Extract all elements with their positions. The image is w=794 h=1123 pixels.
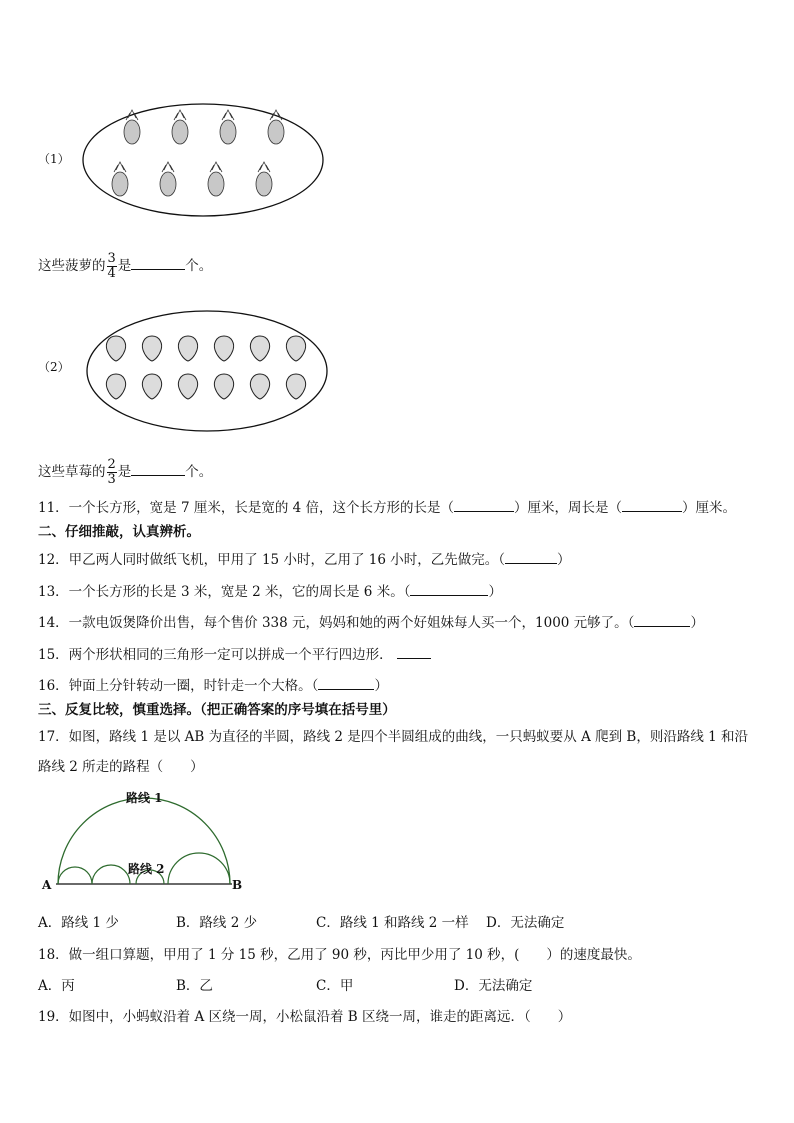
question-17-line-1: 17．如图，路线 1 是以 AB 为直径的半圆，路线 2 是四个半圆组成的曲线，一只蚂蚁要从 A 爬到 B，则沿路线 1 和沿 <box>38 729 748 745</box>
answer-blank[interactable] <box>318 675 374 690</box>
question-12: 12．甲乙两人同时做纸飞机，甲用了 15 小时，乙用了 16 小时，乙先做完。（ ） <box>38 549 570 570</box>
pineapple-icon <box>220 110 236 144</box>
answer-blank[interactable] <box>410 581 488 596</box>
q18-option-b[interactable]: B．乙 <box>176 978 213 994</box>
figure-2-label: （2） <box>38 360 70 374</box>
question-16: 16．钟面上分针转动一圈，时针走一个大格。（ ） <box>38 675 388 696</box>
question-19: 19．如图中，小蚂蚁沿着 A 区绕一周，小松鼠沿着 B 区绕一周，谁走的距离远．（ ） <box>38 1009 572 1025</box>
answer-blank[interactable] <box>131 461 185 476</box>
answer-blank[interactable] <box>131 255 185 270</box>
figure-1-label: （1） <box>38 152 70 166</box>
pineapple-icon <box>208 162 224 196</box>
section-2-heading: 二、仔细推敲，认真辨析。 <box>38 524 200 540</box>
answer-blank[interactable] <box>622 497 682 512</box>
strawberry-icon <box>142 374 161 399</box>
point-a-label: A <box>42 878 52 892</box>
strawberry-icon <box>214 374 233 399</box>
strawberry-icon <box>250 374 269 399</box>
pineapple-icon <box>160 162 176 196</box>
question-11: 11．一个长方形，宽是 7 厘米，长是宽的 4 倍，这个长方形的长是（ ）厘米，周长是（ ）厘米。 <box>38 497 736 518</box>
q17-option-d[interactable]: D．无法确定 <box>486 915 565 931</box>
question-strawberry-fraction: 这些草莓的 $\frac{2}{3}$ 是 个。 <box>38 457 213 487</box>
q18-option-c[interactable]: C．甲 <box>316 978 354 994</box>
q17-option-a[interactable]: A．路线 1 少 <box>38 915 119 931</box>
answer-blank[interactable] <box>634 612 690 627</box>
pineapple-figure <box>80 100 326 220</box>
route-2-arc <box>58 867 92 884</box>
strawberry-icon <box>106 374 125 399</box>
answer-blank[interactable] <box>505 549 557 564</box>
strawberry-icon <box>142 336 161 361</box>
route-1-label: 路线 1 <box>126 791 163 805</box>
fraction: $\frac{2}{3}$ <box>107 457 116 487</box>
pineapple-icon <box>112 162 128 196</box>
strawberry-icon <box>250 336 269 361</box>
strawberry-figure <box>84 308 330 434</box>
strawberry-icon <box>178 374 197 399</box>
point-b-label: B <box>232 878 243 892</box>
pineapple-icon <box>256 162 272 196</box>
q17-option-c[interactable]: C．路线 1 和路线 2 一样 <box>316 915 469 931</box>
answer-blank[interactable] <box>397 644 431 659</box>
question-14: 14．一款电饭煲降价出售，每个售价 338 元，妈妈和她的两个好姐妹每人买一个，1000 元够了。（ ） <box>38 612 704 633</box>
answer-blank[interactable] <box>454 497 514 512</box>
q18-option-d[interactable]: D．无法确定 <box>454 978 533 994</box>
q17-option-b[interactable]: B．路线 2 少 <box>176 915 258 931</box>
question-13: 13．一个长方形的长是 3 米，宽是 2 米，它的周长是 6 米。（ ） <box>38 581 502 602</box>
q18-option-a[interactable]: A．丙 <box>38 978 75 994</box>
section-3-heading: 三、反复比较，慎重选择。（把正确答案的序号填在括号里） <box>38 702 396 718</box>
strawberry-icon <box>214 336 233 361</box>
strawberry-icon <box>286 336 305 361</box>
strawberry-icon <box>106 336 125 361</box>
strawberry-icon <box>286 374 305 399</box>
question-15: 15．两个形状相同的三角形一定可以拼成一个平行四边形． <box>38 644 431 665</box>
route-2-arc <box>92 865 130 884</box>
question-pineapple-fraction: 这些菠萝的 $\frac{3}{4}$ 是 个。 <box>38 251 213 281</box>
pineapple-icon <box>172 110 188 144</box>
question-18: 18．做一组口算题，甲用了 1 分 15 秒，乙用了 90 秒，丙比甲少用了 10 秒，( ）的速度最快。 <box>38 947 641 963</box>
fraction: $\frac{3}{4}$ <box>107 251 116 281</box>
route-diagram <box>38 785 248 895</box>
route-2-arc <box>168 853 230 884</box>
strawberry-icon <box>178 336 197 361</box>
question-17-line-2: 路线 2 所走的路程（ ） <box>38 759 204 775</box>
route-2-label: 路线 2 <box>128 862 165 876</box>
